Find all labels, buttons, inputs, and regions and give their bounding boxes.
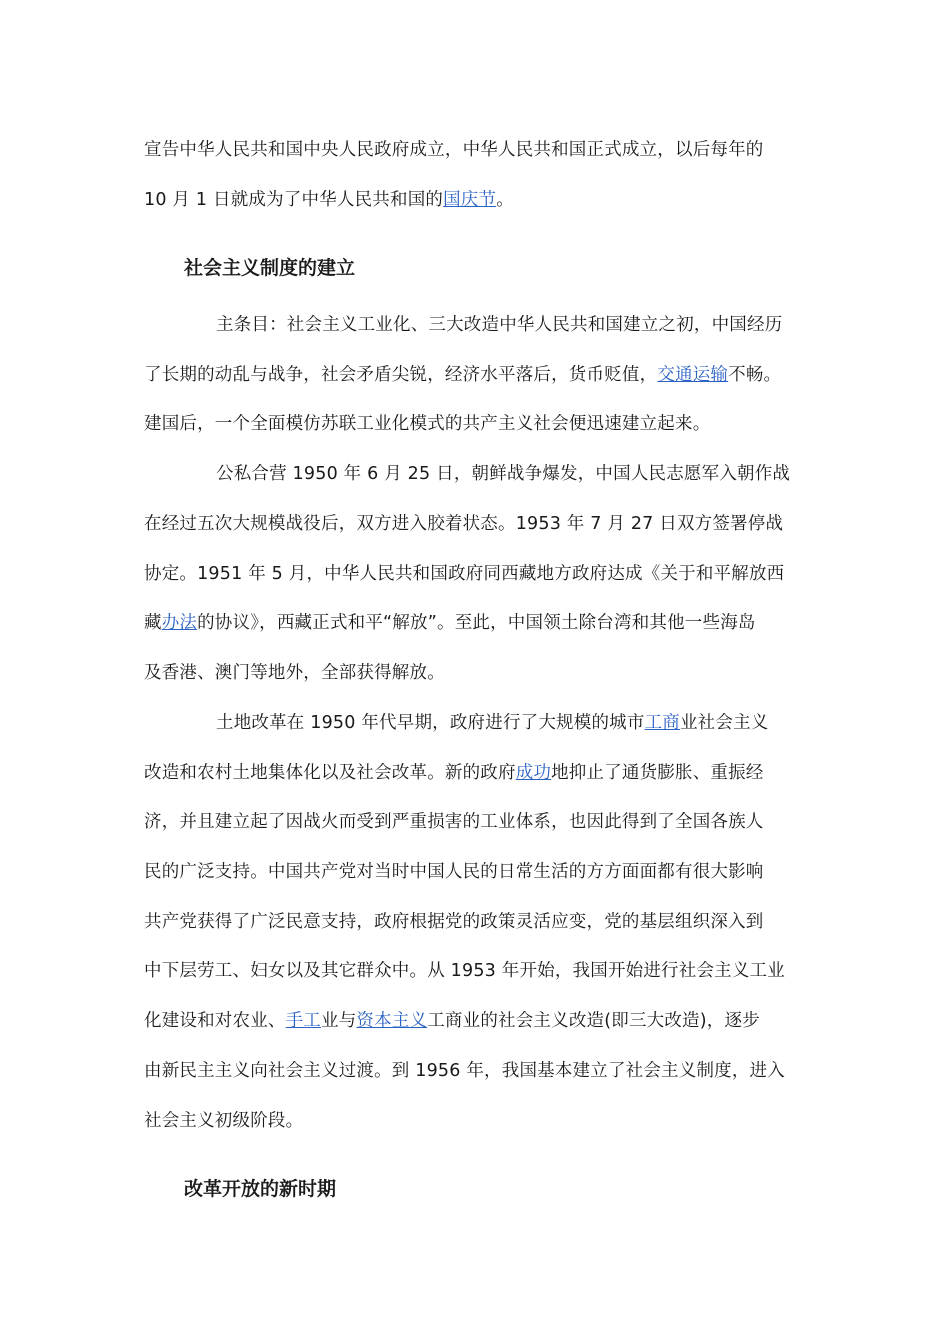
paragraph-line <box>144 411 814 437</box>
text: 建国后，一个全面模仿苏联工业化模式的共产主义社会便迅速建立起来。 <box>144 414 711 434</box>
paragraph-line <box>216 461 814 487</box>
text: 及香港、澳门等地外，全部获得解放。 <box>144 663 445 683</box>
paragraph-line <box>144 511 814 537</box>
text: 在经过五次大规模战役后，双方进入胶着状态。1953 年 7 月 27 日双方签署停战 <box>144 514 784 534</box>
link-method[interactable]: 办法 <box>161 613 198 633</box>
paragraph-line <box>144 809 814 835</box>
paragraph-line <box>144 760 814 786</box>
text: 改造和农村土地集体化以及社会改革。新的政府 <box>144 763 516 783</box>
text: 业社会主义 <box>679 713 769 733</box>
text: 业与 <box>321 1011 357 1031</box>
paragraph-line <box>144 610 814 636</box>
paragraph-line <box>144 362 814 388</box>
paragraph-line <box>144 561 814 587</box>
paragraph-line <box>144 660 814 686</box>
link-national-day[interactable]: 国庆节 <box>443 190 497 210</box>
paragraph-line <box>144 958 814 984</box>
text: 工商业的社会主义改造(即三大改造)，逐步 <box>427 1011 760 1031</box>
text: 由新民主主义向社会主义过渡。到 1956 年，我国基本建立了社会主义制度，进入 <box>144 1061 785 1081</box>
link-industry-commerce[interactable]: 工商 <box>644 713 680 733</box>
text: 地抑止了通货膨胀、重振经 <box>551 763 764 783</box>
paragraph-line <box>144 1058 814 1084</box>
text: 土地改革在 1950 年代早期，政府进行了大规模的城市 <box>216 713 645 733</box>
text: 主条目：社会主义工业化、三大改造中华人民共和国建立之初，中国经历 <box>216 315 783 335</box>
text: 公私合营 1950 年 6 月 25 日，朝鲜战争爆发，中国人民志愿军入朝作战 <box>216 464 791 484</box>
section-heading-reform-opening: 改革开放的新时期 <box>184 1178 337 1200</box>
link-transportation[interactable]: 交通运输 <box>657 365 729 385</box>
intro-line-2 <box>144 187 814 213</box>
text: 中下层劳工、妇女以及其它群众中。从 1953 年开始，我国开始进行社会主义工业 <box>144 961 785 981</box>
text: 不畅。 <box>728 365 782 385</box>
paragraph-line <box>216 710 814 736</box>
text: 了长期的动乱与战争，社会矛盾尖锐，经济水平落后，货币贬值， <box>144 365 658 385</box>
intro-line-1 <box>144 137 814 163</box>
text: 共产党获得了广泛民意支持，政府根据党的政策灵活应变，党的基层组织深入到 <box>144 912 764 932</box>
text: 的协议》，西藏正式和平“解放”。至此，中国领土除台湾和其他一些海岛 <box>197 613 756 633</box>
paragraph-line <box>144 1108 814 1134</box>
paragraph-line <box>144 859 814 885</box>
text: 宣告中华人民共和国中央人民政府成立，中华人民共和国正式成立，以后每年的 <box>144 140 764 160</box>
text: 协定。1951 年 5 月，中华人民共和国政府同西藏地方政府达成《关于和平解放西 <box>144 564 785 584</box>
link-handicraft[interactable]: 手工 <box>285 1011 322 1031</box>
text: 藏 <box>144 613 162 633</box>
text: 济，并且建立起了因战火而受到严重损害的工业体系，也因此得到了全国各族人 <box>144 812 764 832</box>
section-heading-socialist-system: 社会主义制度的建立 <box>184 257 356 279</box>
link-success[interactable]: 成功 <box>515 763 552 783</box>
text: 社会主义初级阶段。 <box>144 1111 304 1131</box>
text: 。 <box>496 190 514 210</box>
text: 化建设和对农业、 <box>144 1011 286 1031</box>
paragraph-line <box>144 909 814 935</box>
text: 10 月 1 日就成为了中华人民共和国的 <box>144 190 444 210</box>
link-capitalism[interactable]: 资本主义 <box>356 1011 428 1031</box>
paragraph-line <box>216 312 814 338</box>
paragraph-line <box>144 1008 814 1034</box>
text: 民的广泛支持。中国共产党对当时中国人民的日常生活的方方面面都有很大影响 <box>144 862 764 882</box>
